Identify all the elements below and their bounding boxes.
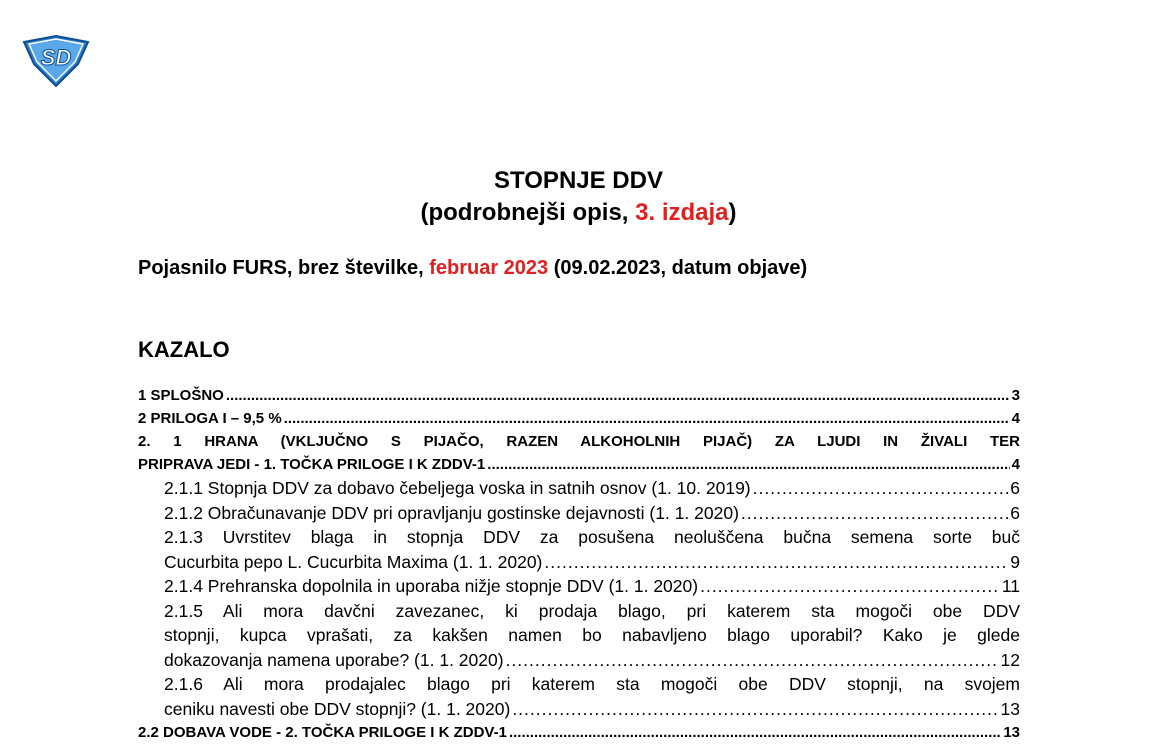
toc-entry-text: 2.1.1 Stopnja DDV za dobavo čebeljega voska in satnih osnov (1. 10. 2019) <box>164 478 751 498</box>
toc-heading: KAZALO <box>138 337 230 362</box>
toc-page-number: 6 <box>1010 478 1020 498</box>
toc-entry-text: 1 SPLOŠNO <box>138 387 224 404</box>
toc-page-number: 4 <box>1011 410 1020 427</box>
toc-entry-text: ceniku navesti obe DDV stopnji? (1. 1. 2020) <box>164 698 511 719</box>
toc-entry-text: 2.1.4 Prehranska dopolnila in uporaba nižje stopnje DDV (1. 1. 2020) <box>164 576 699 596</box>
toc-entry[interactable] <box>164 672 1020 721</box>
toc-entry-text: stopnji, kupca vprašati, za kakšen namen bo nabavljeno blago uporabil? Kako je glede <box>164 625 1020 645</box>
toc-page-number: 13 <box>1000 698 1020 719</box>
toc-entry-text: 2 PRILOGA I – 9,5 % <box>138 410 282 427</box>
edition-prefix: (podrobnejši opis, <box>420 199 636 226</box>
subtitle-date: februar 2023 <box>429 257 549 279</box>
toc-page-number: 4 <box>1011 456 1020 473</box>
toc-page-number: 12 <box>1000 649 1020 670</box>
svg-text:SD: SD <box>40 45 72 70</box>
toc-page-number: 3 <box>1011 387 1020 404</box>
toc-entry[interactable] <box>138 384 1020 407</box>
toc-entry-text: dokazovanja namena uporabe? (1. 1. 2020) <box>164 649 504 670</box>
toc-page-number: 11 <box>1001 576 1020 596</box>
toc-page-number: 13 <box>1003 724 1020 741</box>
document-title: STOPNJE DDV <box>494 167 663 194</box>
toc-entry[interactable] <box>138 430 1020 476</box>
toc-entry[interactable] <box>138 407 1020 430</box>
toc-entry[interactable] <box>164 501 1020 526</box>
table-of-contents <box>138 384 1020 744</box>
toc-entry-text: 2.1.6 Ali mora prodajalec blago pri katerem sta mogoči obe DDV stopnji, na svojem <box>164 674 1020 694</box>
subtitle-prefix: Pojasnilo FURS, brez številke, <box>138 257 430 279</box>
toc-entry-text: 2.1.5 Ali mora davčni zavezanec, ki prodaja blago, pri katerem sta mogoči obe DDV <box>164 600 1020 621</box>
subtitle-suffix: (09.02.2023, datum objave) <box>548 257 808 279</box>
edition-suffix: ) <box>728 199 737 226</box>
edition-number: 3. izdaja <box>635 199 729 226</box>
toc-entry-text: 2.1.2 Obračunavanje DDV pri opravljanju gostinske dejavnosti (1. 1. 2020) <box>164 502 739 523</box>
toc-entry-text: PRIPRAVA JEDI - 1. TOČKA PRILOGE I K ZDDV-1 <box>138 456 486 473</box>
toc-entry-text: 2.1.3 Uvrstitev blaga in stopnja DDV za posušena neoluščena bučna semena sorte buč <box>164 527 1020 547</box>
toc-entry[interactable] <box>138 721 1020 744</box>
toc-page-number: 6 <box>1010 502 1020 523</box>
document-subtitle <box>138 255 807 281</box>
toc-entry-text: 2.2 DOBAVA VODE - 2. TOČKA PRILOGE I K ZDDV-1 <box>138 724 507 741</box>
toc-entry-text: 2. 1 HRANA (VKLJUČNO S PIJAČO, RAZEN ALKOHOLNIH PIJAČ) ZA LJUDI IN ŽIVALI TER <box>138 433 1020 450</box>
toc-entry[interactable] <box>164 599 1020 673</box>
toc-entry[interactable] <box>164 476 1020 501</box>
toc-entry-text: Cucurbita pepo L. Cucurbita Maxima (1. 1. 2020) <box>164 551 543 572</box>
logo <box>20 34 92 88</box>
document-edition <box>0 198 1157 228</box>
toc-entry[interactable] <box>164 574 1020 599</box>
toc-entry[interactable] <box>164 525 1020 574</box>
toc-page-number: 9 <box>1010 551 1020 572</box>
